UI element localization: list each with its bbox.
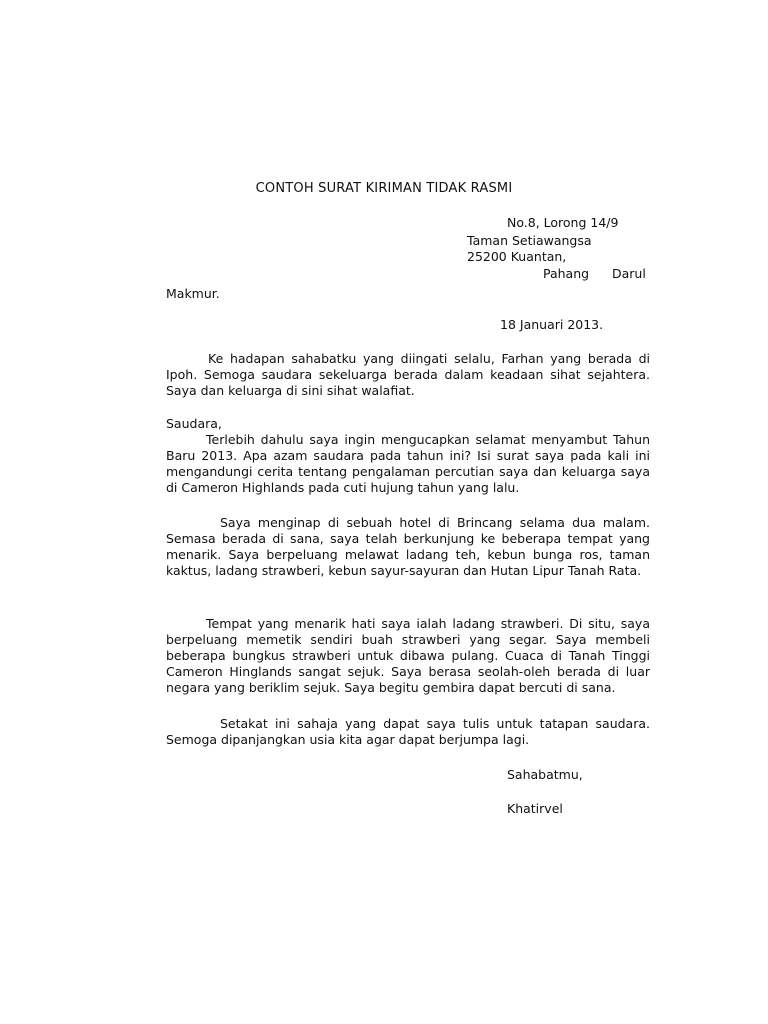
closing-paragraph: Setakat ini sahaja yang dapat saya tulis untuk tatapan saudara. Semoga dipanjangkan usia kita agar dapat berjumpa lagi. [166,716,650,747]
paragraph-3: Tempat yang menarik hati saya ialah ladang strawberi. Di situ, saya berpeluang memetik sendiri buah strawberi yang segar. Saya membeli beberapa bungkus strawberi untuk dibawa pulang. Cuaca di Tanah Tinggi Cameron Hinglands sangat sejuk. Saya berasa seolah-oleh berada di luar negara yang beriklim sejuk. Saya begitu gembira dapat bercuti di sana. [166,616,650,695]
address-line-3: 25200 Kuantan, [467,249,567,264]
document-title: CONTOH SURAT KIRIMAN TIDAK RASMI [255,181,513,196]
salutation: Saudara, [166,416,222,431]
opening-paragraph: Ke hadapan sahabatku yang diingati selalu, Farhan yang berada di Ipoh. Semoga saudara sekeluarga berada dalam keadaan sihat sejahtera. Saya dan keluarga di sini sihat walafiat. [166,351,650,398]
signature-name: Khatirvel [507,801,563,816]
address-state-end: Makmur. [166,286,220,301]
paragraph-2: Saya menginap di sebuah hotel di Brincang selama dua malam. Semasa berada di sana, saya telah berkunjung ke beberapa tempat yang menarik. Saya berpeluang melawat ladang teh, kebun bunga ros, taman kaktus, ladang strawberi, kebun sayur-sayuran dan Hutan Lipur Tanah Rata. [166,515,650,578]
letter-date: 18 Januari 2013. [500,317,604,332]
address-line-1: No.8, Lorong 14/9 [507,215,619,230]
address-line-2: Taman Setiawangsa [467,233,592,248]
sign-off: Sahabatmu, [507,767,583,782]
paragraph-1: Terlebih dahulu saya ingin mengucapkan selamat menyambut Tahun Baru 2013. Apa azam saudara pada tahun ini? Isi surat saya pada kali ini mengandungi cerita tentang pengalaman percutian saya dan keluarga saya di Cameron Highlands pada cuti hujung tahun yang lalu. [166,432,650,495]
address-state-suffix: Darul [612,266,646,281]
address-state: Pahang [543,266,590,281]
